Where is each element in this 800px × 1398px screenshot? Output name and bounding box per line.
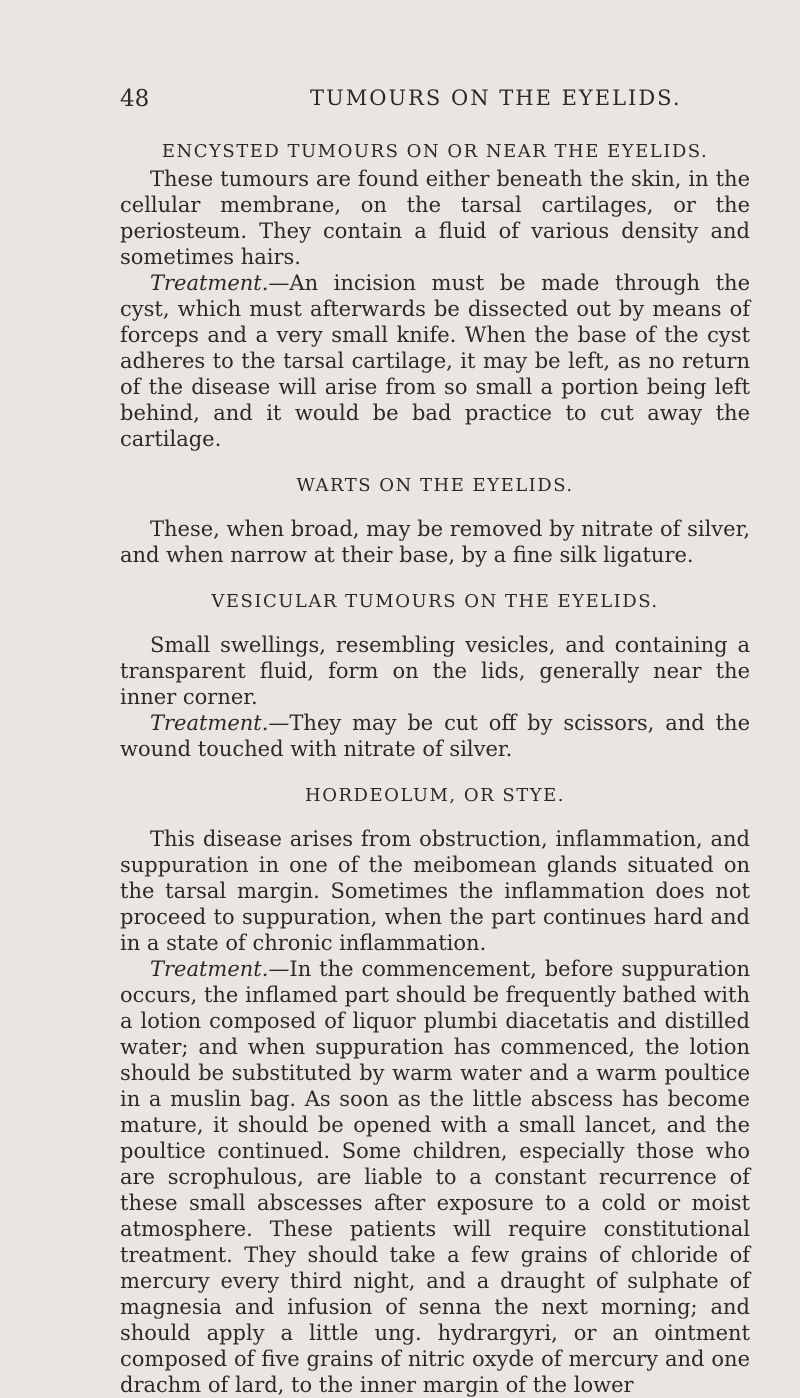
page-number: 48	[120, 86, 150, 112]
treatment-text: —In the commencement, before suppuration occurs, the inflamed part should be frequently bathed with a lotion composed of liquor plumbi diacetatis and distilled water; and when suppuration has commenced, the lotion should be substituted by warm water and a warm poultice in a muslin bag. As soon as the little abscess has become mature, it should be opened with a small lancet, and the poultice continued. Some children, especially those who are scrophulous, are liable to a constant recurrence of these small abscesses after exposure to a cold or moist atmosphere. These patients will require constitutional treatment. They should take a few grains of chloride of mercury every third night, and a draught of sulphate of magnesia and infusion of senna the next morning; and should apply a little ung. hydrargyri, or an ointment composed of five grains of nitric oxyde of mercury and one drachm of lard, to the inner margin of the lower	[120, 957, 750, 1397]
paragraph-hordeolum-description: This disease arises from obstruction, inflammation, and suppuration in one of the meibomean glands situated on the tarsal margin. Sometimes the inflammation does not proceed to suppuration, when the part continues hard and in a state of chronic inflammation.	[120, 827, 750, 955]
paragraph-encysted-description: These tumours are found either beneath the skin, in the cellular membrane, on the tarsal cartilages, or the periosteum. They contain a fluid of various density and sometimes hairs.	[120, 167, 750, 269]
treatment-label: Treatment.	[150, 271, 269, 295]
page-header	[120, 86, 740, 118]
page-body	[120, 138, 750, 1398]
paragraph-warts: These, when broad, may be removed by nitrate of silver, and when narrow at their base, by a fine silk ligature.	[120, 517, 750, 567]
section-heading-hordeolum: HORDEOLUM, OR STYE.	[305, 785, 565, 806]
paragraph-encysted-treatment	[120, 270, 750, 452]
treatment-text: —They may be cut off by scissors, and the wound touched with nitrate of silver.	[120, 711, 750, 761]
paragraph-vesicular-treatment	[120, 710, 750, 762]
section-heading-warts: WARTS ON THE EYELIDS.	[296, 475, 574, 496]
paragraph-vesicular-description: Small swellings, resembling vesicles, and containing a transparent fluid, form on the lids, generally near the inner corner.	[120, 633, 750, 709]
paragraph-hordeolum-treatment	[120, 956, 750, 1398]
section-heading-encysted: ENCYSTED TUMOURS ON OR NEAR THE EYELIDS.	[161, 141, 709, 162]
treatment-text: —An incision must be made through the cyst, which must afterwards be dissected out by means of forceps and a very small knife. When the base of the cyst adheres to the tarsal cartilage, it may be left, as no return of the disease will arise from so small a portion being left behind, and it would be bad practice to cut away the cartilage.	[120, 271, 750, 451]
treatment-label: Treatment.	[150, 957, 269, 981]
treatment-label: Treatment.	[150, 711, 269, 735]
running-title: TUMOURS ON THE EYELIDS.	[310, 86, 682, 110]
section-heading-vesicular: VESICULAR TUMOURS ON THE EYELIDS.	[211, 591, 659, 612]
